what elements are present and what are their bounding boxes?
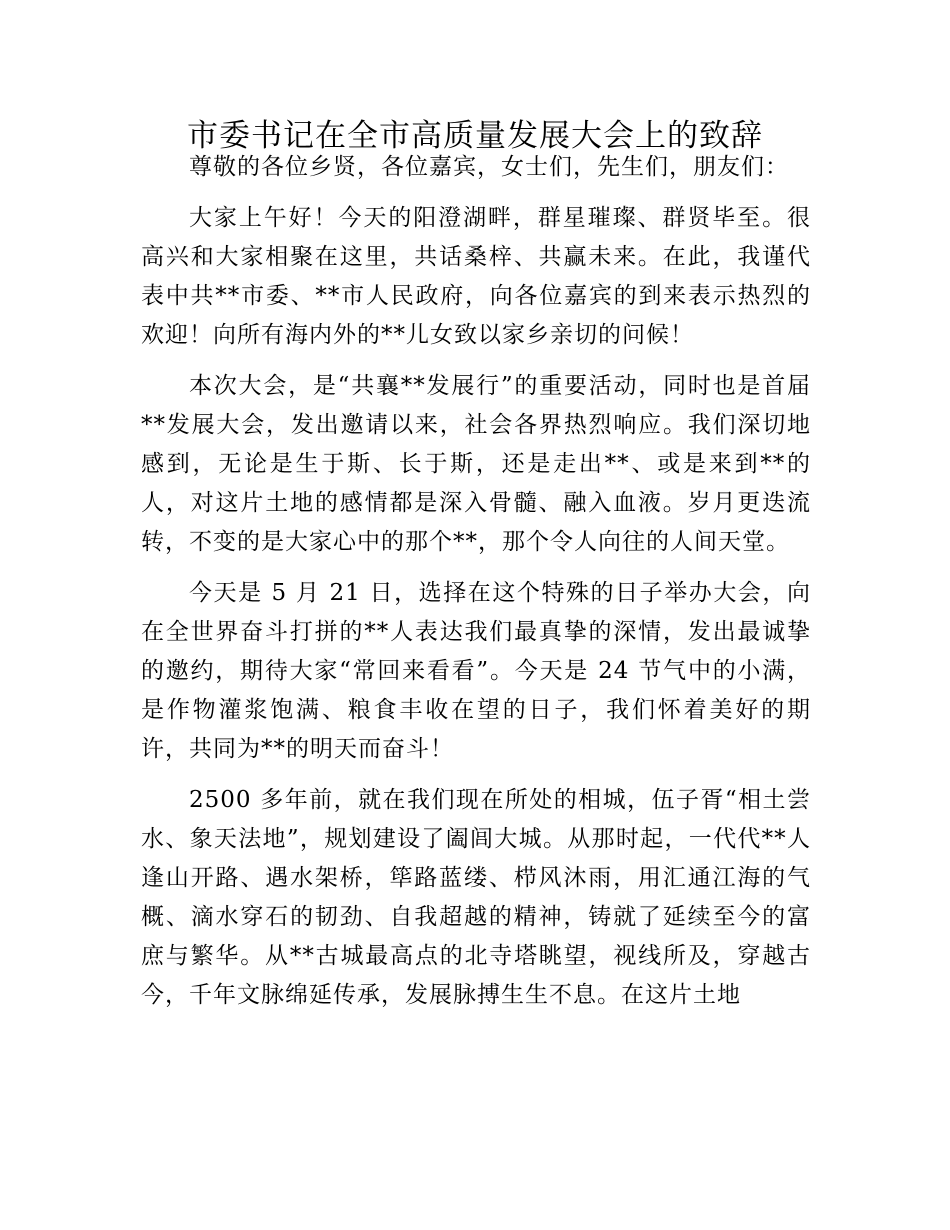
body-paragraph: 2500 多年前，就在我们现在所处的相城，伍子胥“相土尝水、象天法地”，规划建设了阖闾大城。从那时起，一代代**人逢山开路、遇水架桥，筚路蓝缕、栉风沐雨，用汇通江海的气概、滴水穿石的韧劲、自我超越的精神，铸就了延续至今的富庶与繁华。从**古城最高点的北寺塔眺望，视线所及，穿越古今，千年文脉绵延传承，发展脉搏生生不息。在这片土地 (141, 787, 811, 1008)
body-paragraph: 大家上午好！今天的阳澄湖畔，群星璀璨、群贤毕至。很高兴和大家相聚在这里，共话桑梓、共赢未来。在此，我谨代表中共**市委、**市人民政府，向各位嘉宾的到来表示热烈的欢迎！向所有海内外的**儿女致以家乡亲切的问候！ (141, 205, 811, 348)
body-paragraph: 本次大会，是“共襄**发展行”的重要活动，同时也是首届**发展大会，发出邀请以来，社会各界热烈响应。我们深切地感到，无论是生于斯、长于斯，还是走出**、或是来到**的人，对这片土地的感情都是深入骨髓、融入血液。岁月更迭流转，不变的是大家心中的那个**，那个令人向往的人间天堂。 (141, 373, 811, 555)
document-body (141, 148, 811, 1027)
body-paragraph: 今天是 5 月 21 日，选择在这个特殊的日子举办大会，向在全世界奋斗打拼的**人表达我们最真挚的深情，发出最诚挚的邀约，期待大家“常回来看看”。今天是 24 节气中的小满，是作物灌浆饱满、粮食丰收在望的日子，我们怀着美好的期许，共同为**的明天而奋斗！ (141, 580, 811, 762)
salutation-paragraph: 尊敬的各位乡贤，各位嘉宾，女士们，先生们，朋友们： (189, 154, 789, 180)
document-title: 市委书记在全市高质量发展大会上的致辞 (187, 118, 763, 154)
